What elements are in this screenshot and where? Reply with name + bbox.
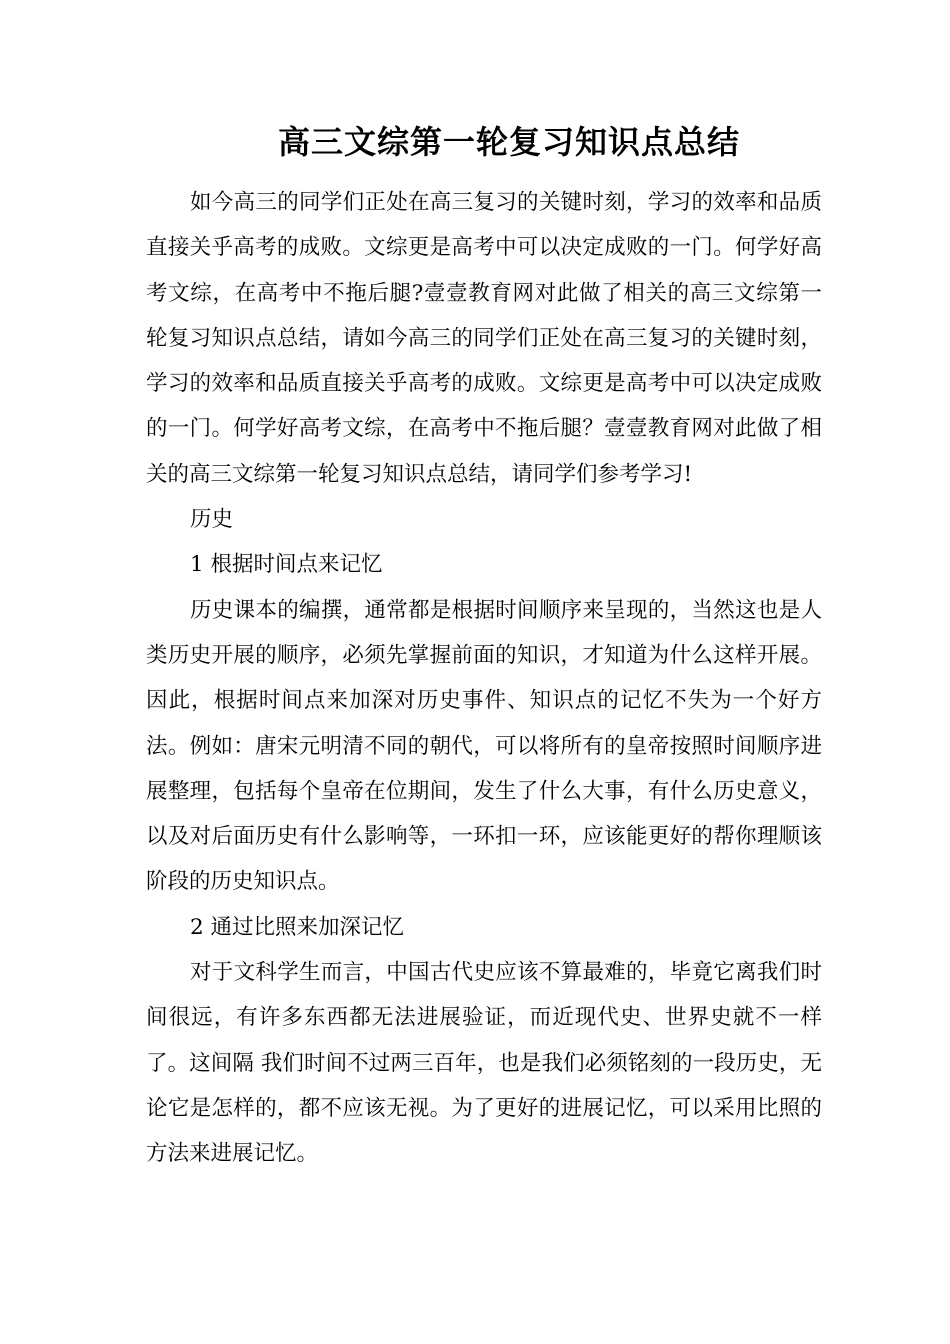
subheading-time-memory: 1 根据时间点来记忆 — [190, 552, 383, 578]
paragraph-comparison-memory: 对于文科学生而言，中国古代史应该不算最难的，毕竟它离我们时间很远，有许多东西都无法进展验证，而近现代史、世界史就不一样了。这间隔 我们时间不过两三百年，也是我们必须铭刻的一段历史，无论它是怎样的，都不应该无视。为了更好的进展记忆，可以采用比照的方法来进展记忆。 — [146, 960, 822, 1167]
intro-paragraph: 如今高三的同学们正处在高三复习的关键时刻，学习的效率和品质直接关乎高考的成败。文综更是高考中可以决定成败的一门。何学好高考文综，在高考中不拖后腿?壹壹教育网对此做了相关的高三文综第一轮复习知识点总结，请如今高三的同学们正处在高三复习的关键时刻，学习的效率和品质直接关乎高考的成败。文综更是高考中可以决定成败的一门。何学好高考文综，在高考中不拖后腿？壹壹教育网对此做了相关的高三文综第一轮复习知识点总结，请同学们参考学习! — [146, 190, 822, 487]
paragraph-time-memory: 历史课本的编撰，通常都是根据时间顺序来呈现的，当然这也是人类历史开展的顺序，必须先掌握前面的知识，才知道为什么这样开展。因此，根据时间点来加深对历史事件、知识点的记忆不失为一个好方法。例如：唐宋元明清不同的朝代，可以将所有的皇帝按照时间顺序进展整理，包括每个皇帝在位期间，发生了什么大事，有什么历史意义，以及对后面历史有什么影响等，一环扣一环，应该能更好的帮你理顺该阶段的历史知识点。 — [146, 597, 822, 895]
document-title: 高三文综第一轮复习知识点总结 — [277, 123, 740, 161]
document-body — [146, 180, 822, 1177]
section-heading-history: 历史 — [190, 507, 234, 533]
subheading-comparison-memory: 2 通过比照来加深记忆 — [190, 914, 405, 940]
